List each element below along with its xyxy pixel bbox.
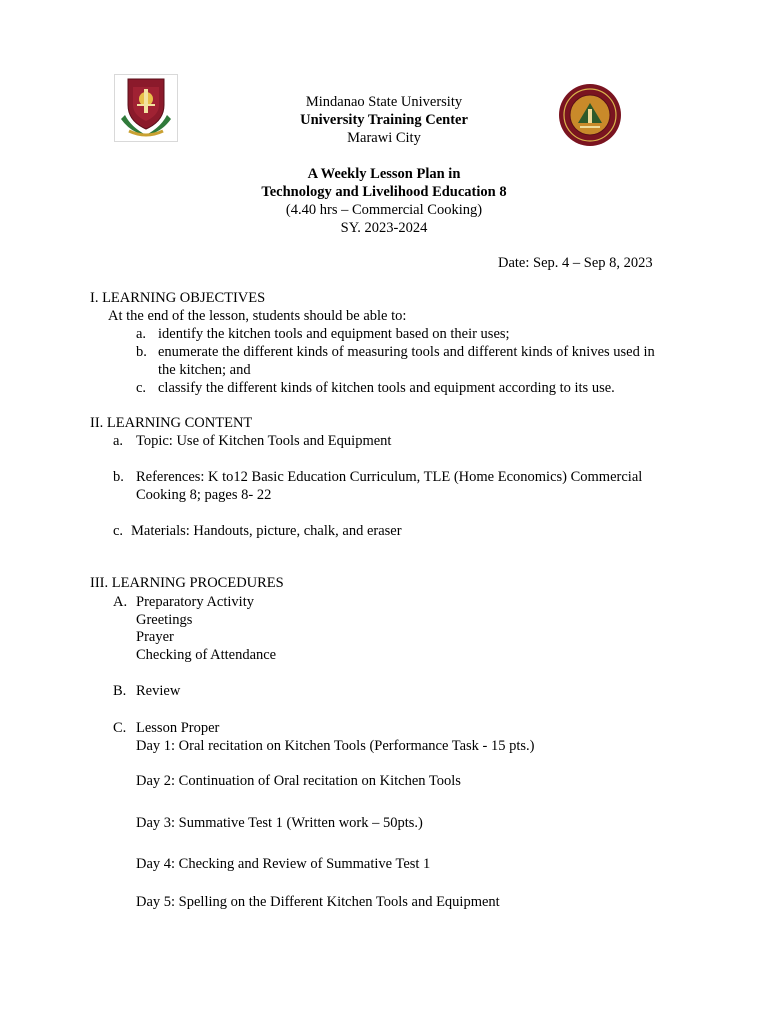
review-label: Review xyxy=(136,683,181,699)
procedure-marker: B. xyxy=(113,683,127,699)
lesson-day: Day 5: Spelling on the Different Kitchen Tools and Equipment xyxy=(136,894,500,910)
content-topic: Topic: Use of Kitchen Tools and Equipment xyxy=(136,433,392,449)
preparatory-activity-label: Preparatory Activity xyxy=(136,594,254,610)
lesson-plan-subject: Technology and Livelihood Education 8 xyxy=(261,184,507,200)
lesson-day: Day 1: Oral recitation on Kitchen Tools (Performance Task - 15 pts.) xyxy=(136,738,535,754)
school-year: SY. 2023-2024 xyxy=(340,220,428,236)
content-marker: a. xyxy=(113,433,124,449)
document-header xyxy=(0,93,768,147)
lesson-day: Day 2: Continuation of Oral recitation on Kitchen Tools xyxy=(136,773,461,789)
objective-marker: c. xyxy=(136,380,147,396)
content-references-continued: Cooking 8; pages 8- 22 xyxy=(136,487,272,503)
lesson-day: Day 4: Checking and Review of Summative Test 1 xyxy=(136,856,431,872)
procedure-marker: A. xyxy=(113,594,128,610)
objectives-intro: At the end of the lesson, students should be able to: xyxy=(108,308,407,324)
objective-item: enumerate the different kinds of measuring tools and different kinds of knives used in xyxy=(158,344,655,360)
objective-marker: b. xyxy=(136,344,147,360)
section-title-objectives: I. LEARNING OBJECTIVES xyxy=(90,290,266,306)
lesson-plan-title-block xyxy=(0,165,768,237)
objective-item: identify the kitchen tools and equipment based on their uses; xyxy=(158,326,510,342)
section-title-content: II. LEARNING CONTENT xyxy=(90,415,253,431)
city-name: Marawi City xyxy=(347,130,421,146)
lesson-proper-label: Lesson Proper xyxy=(136,720,220,736)
university-name: Mindanao State University xyxy=(305,94,463,110)
content-marker: b. xyxy=(113,469,124,485)
lesson-plan-duration: (4.40 hrs – Commercial Cooking) xyxy=(285,202,483,218)
content-references: References: K to12 Basic Education Curriculum, TLE (Home Economics) Commercial xyxy=(136,469,643,485)
lesson-plan-title: A Weekly Lesson Plan in xyxy=(307,166,461,182)
section-title-procedures: III. LEARNING PROCEDURES xyxy=(90,575,284,591)
training-center-name: University Training Center xyxy=(300,112,468,128)
preparatory-item: Prayer xyxy=(136,629,174,645)
content-marker: c. xyxy=(113,523,124,539)
lesson-day: Day 3: Summative Test 1 (Written work – 50pts.) xyxy=(136,815,423,831)
preparatory-item: Greetings xyxy=(136,612,193,628)
content-materials: Materials: Handouts, picture, chalk, and eraser xyxy=(131,523,402,539)
objective-item: classify the different kinds of kitchen tools and equipment according to its use. xyxy=(158,380,615,396)
lesson-date: Date: Sep. 4 – Sep 8, 2023 xyxy=(498,255,653,271)
objective-item-continued: the kitchen; and xyxy=(158,362,251,378)
objective-marker: a. xyxy=(136,326,147,342)
preparatory-item: Checking of Attendance xyxy=(136,647,277,663)
procedure-marker: C. xyxy=(113,720,127,736)
